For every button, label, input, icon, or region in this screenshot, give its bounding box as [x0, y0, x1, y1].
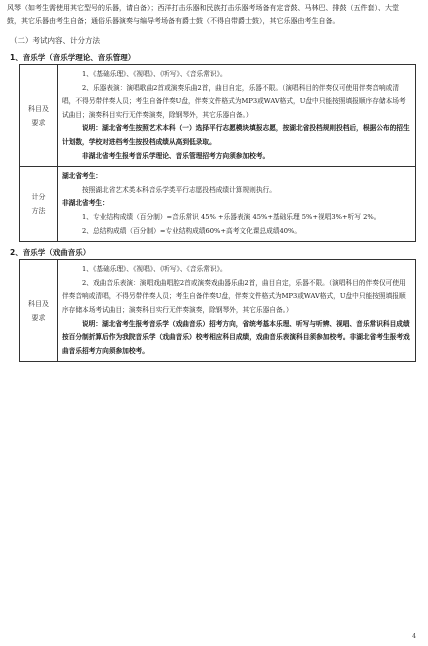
major2-table: [19, 259, 416, 362]
scoring-subhead: 湖北省考生：: [62, 172, 103, 181]
scoring-line: 1、专业结构成绩（百分制）=音乐常识 45% +乐器表演 45%+基础乐理 5%+视唱3%+听写 2%。: [82, 212, 381, 221]
req-line: 1、《基础乐理》、《视唱》、《听写》、《音乐常识》。: [82, 265, 227, 274]
scoring-label: 计分 方法: [20, 167, 58, 242]
req-line: 2、戏曲音乐表演：演唱戏曲唱腔2首或演奏戏曲器乐曲2首，曲目自定，乐器不限。（演唱科目的伴奏仅可使用伴奏音响或清唱，不得另带伴奏人员；考生自备伴奏U盘，伴奏文件格式为MP3或WAV格式，U盘中只能按照填报顺序存储本场考试曲目；演奏科目实行无伴奏演奏，除钢琴外，其它乐器自备。）: [62, 278, 406, 314]
intro-paragraph: 风琴（如考生需使用其它型号的乐器，请自备）；西洋打击乐器和民族打击乐器考场备有定音鼓、马林巴、排鼓（五件套）、大堂鼓，其它乐器由考生自备；通俗乐器演奏与编导考场备有爵士鼓（不得自带爵士鼓），其它乐器由考生自备。: [7, 4, 399, 25]
major2-heading: 2、音乐学（戏曲音乐）: [10, 248, 91, 258]
requirements-label: 科目及 要求: [20, 65, 58, 167]
major1-scoring-row: [20, 167, 416, 242]
requirements-content: [58, 65, 416, 167]
major2-requirements-row: [20, 260, 416, 362]
page-number: 4: [412, 633, 416, 640]
req-note: 非湖北省考生报考音乐学理论、音乐管理招考方向须参加校考。: [82, 151, 270, 160]
requirements-content: [58, 260, 416, 362]
section-heading: （二）考试内容、计分方法: [10, 36, 100, 45]
req-note: 说明：湖北省考生报考音乐学（戏曲音乐）招考方向，省统考基本乐理、听写与听辨、视唱、音乐常识科目成绩按百分制折算后作为我院音乐学（戏曲音乐）校考相应科目成绩，戏曲音乐表演科目须参加校考。非湖北省考生报考戏曲音乐招考方向须参加校考。: [62, 319, 410, 355]
scoring-line: 按照湖北省艺术类本科音乐学类平行志愿投档成绩计算规则执行。: [82, 185, 276, 194]
req-line: 1、《基础乐理》、《视唱》、《听写》、《音乐常识》。: [82, 70, 227, 78]
req-note: 说明：湖北省考生按照艺术本科（一）选择平行志愿模块填报志愿，按湖北省投档规则投档后，根据公布的招生计划数，学校对进档考生按投档成绩从高到低录取。: [62, 124, 410, 146]
major1-requirements-row: [20, 65, 416, 167]
major1-heading: 1、音乐学（音乐学理论、音乐管理）: [10, 53, 136, 62]
major1-table: [19, 64, 416, 242]
scoring-subhead: 非湖北省考生：: [62, 199, 109, 208]
req-line: 2、乐器表演：演唱歌曲2首或演奏乐曲2首，曲目自定，乐器不限。（演唱科目的伴奏仅可使用伴奏音响或清唱，不得另带伴奏人员；考生自备伴奏U盘，伴奏文件格式为MP3或WAV格式，U盘中只能按照填报顺序存储本场考试曲目；演奏科目实行无伴奏演奏，除钢琴外，其它乐器自备。）: [62, 83, 406, 119]
scoring-line: 2、总结构成绩（百分制）=专业结构成绩60%+高考文化课总成绩40%。: [82, 226, 302, 235]
requirements-label: 科目及 要求: [20, 260, 58, 362]
scoring-content: [58, 167, 416, 242]
